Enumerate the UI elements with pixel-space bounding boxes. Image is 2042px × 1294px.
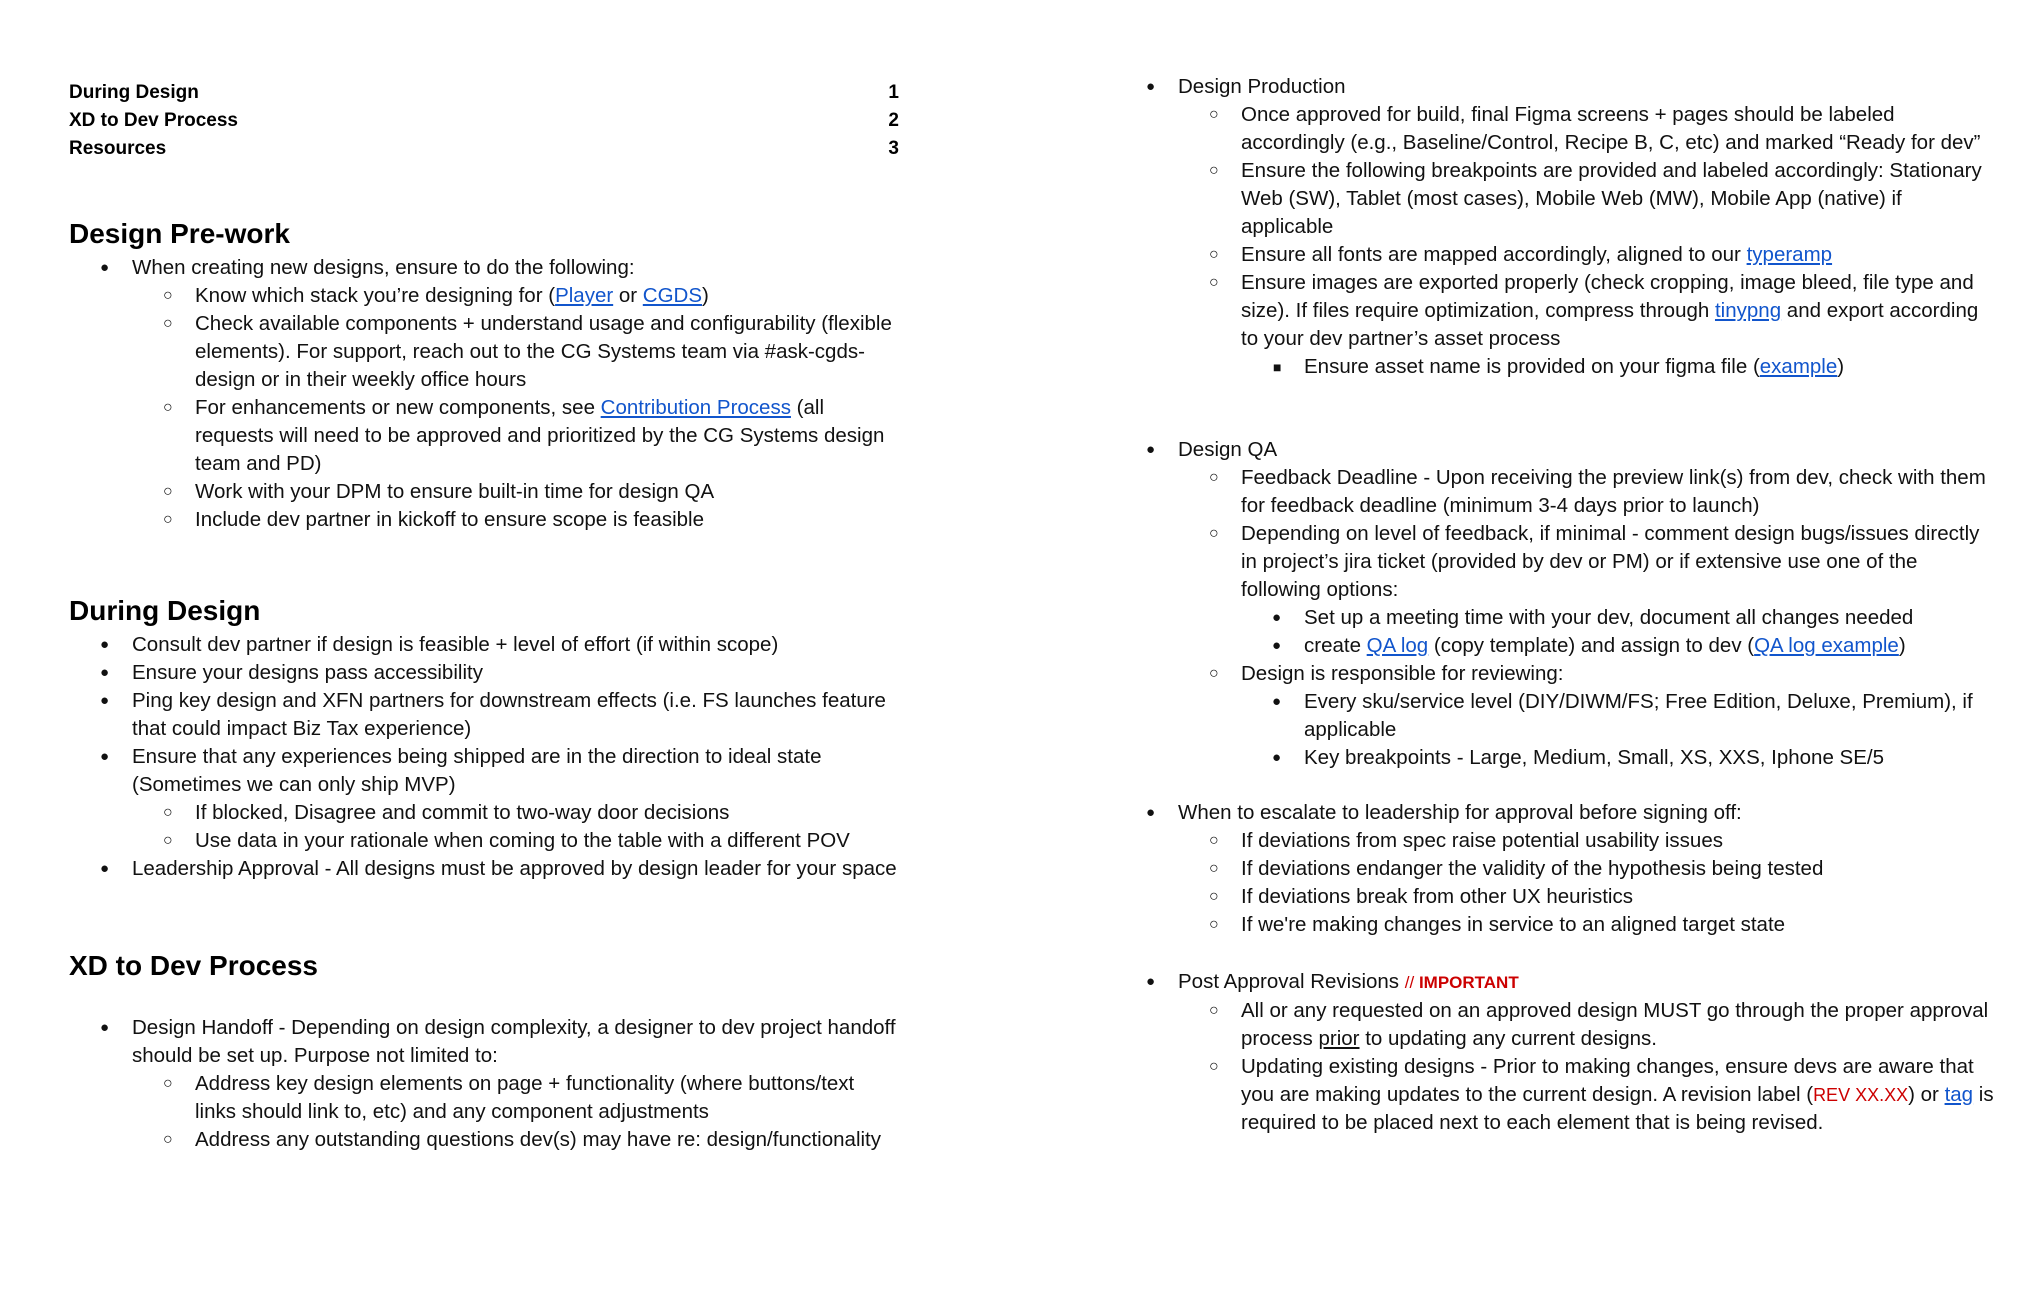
list-item: ● Ensure your designs pass accessibility [69,659,899,687]
list-item: ● Design QA ○ Feedback Deadline - Upon receiving the preview link(s) from dev, check with them for feedback deadline (minimum 3-4 days prior to launch) ○ Depending on level of feedback, if minimal - comment design bugs/issues directly in project’s jira ticket (provided by dev or PM) or if extensive use one of the following options: ● Set up a meeting time with your dev, document all changes needed ● create QA log (copy template) and assign to dev (QA log example) ○ Design is responsible for reviewing: ● Every sku/service level (DIY/DIWM/FS; Free Edition, Deluxe, Premium), if applicable ● Key breakpoints - Large, Medium, Small, XS, XXS, Iphone SE/5 [1115,436,1998,772]
list-item: ● When to escalate to leadership for approval before signing off: ○ If deviations from spec raise potential usability issues ○ If deviations endanger the validity of the hypothesis being tested ○ If deviations break from other UX heuristics ○ If we're making changes in service to an aligned target state [1115,799,1998,939]
list-item: ○ Ensure the following breakpoints are provided and labeled accordingly: Stationary Web (SW), Tablet (most cases), Mobile Web (MW), Mobile App (native) if applicable [1178,157,1998,241]
cgds-link[interactable]: CGDS [642,284,703,307]
toc-entry[interactable]: Resources 3 [69,138,899,159]
design-production-section [1178,73,1998,381]
design-qa-section [1178,436,1998,772]
revision-label: REV XX.XX [1813,1085,1909,1105]
post-approval-section [1178,968,1998,1137]
list-item: ■ Ensure asset name is provided on your figma file (example) [1241,353,1998,381]
list-item: ○ Use data in your rationale when coming to the table with a different POV [132,827,899,855]
list-item: ○ Once approved for build, final Figma screens + pages should be labeled accordingly (e.g., Baseline/Control, Recipe B, C, etc) and marked “Ready for dev” [1178,101,1998,157]
list-item: ● Set up a meeting time with your dev, document all changes needed [1241,604,1998,632]
example-link[interactable]: example [1759,355,1838,378]
qa-log-link[interactable]: QA log [1366,634,1429,657]
list-item: ○ If deviations endanger the validity of the hypothesis being tested [1178,855,1998,883]
qa-log-example-link[interactable]: QA log example [1754,634,1899,657]
table-of-contents [69,79,899,163]
heading-xd-to-dev: XD to Dev Process [69,950,318,981]
list-item: ○ Feedback Deadline - Upon receiving the preview link(s) from dev, check with them for feedback deadline (minimum 3-4 days prior to launch) [1178,464,1998,520]
toc-entry[interactable]: During Design 1 [69,82,899,103]
list-item: ○ Ensure images are exported properly (check cropping, image bleed, file type and size). If files require optimization, compress through tinypng and export according to your dev partner’s asset process ■ Ensure asset name is provided on your figma file (example) [1178,269,1998,381]
list-item: ○ Work with your DPM to ensure built-in time for design QA [132,478,899,506]
list-item: ○ If we're making changes in service to an aligned target state [1178,911,1998,939]
during-design-section [69,631,899,883]
list-item: ○ Design is responsible for reviewing: ● Every sku/service level (DIY/DIWM/FS; Free Edition, Deluxe, Premium), if applicable ● Key breakpoints - Large, Medium, Small, XS, XXS, Iphone SE/5 [1178,660,1998,772]
list-item: ● create QA log (copy template) and assign to dev (QA log example) [1241,632,1998,660]
escalate-section [1178,799,1998,939]
list-item: ● Design Handoff - Depending on design complexity, a designer to dev project handoff should be set up. Purpose not limited to: ○ Address key design elements on page + functionality (where buttons/text links should link to, etc) and any component adjustments ○ Address any outstanding questions dev(s) may have re: design/functionality [69,1014,899,1154]
list-item: ○ Ensure all fonts are mapped accordingly, aligned to our typeramp [1178,241,1998,269]
list-item: ● When creating new designs, ensure to do the following: ○ Know which stack you’re designing for (Player or CGDS) ○ Check available components + understand usage and configurability (flexible elements). For support, reach out to the CG Systems team via #ask-cgds-design or in their weekly office hours ○ For enhancements or new components, see Contribution Process (all requests will need to be approved and prioritized by the CG Systems design team and PD) ○ Work with your DPM to ensure built-in time for design QA ○ Include dev partner in kickoff to ensure scope is feasible [69,254,899,534]
tinypng-link[interactable]: tinypng [1714,299,1782,322]
list-item: ○ If deviations from spec raise potential usability issues [1178,827,1998,855]
list-item: ○ All or any requested on an approved design MUST go through the proper approval process prior to updating any current designs. [1178,997,1998,1053]
list-item: ● Consult dev partner if design is feasible + level of effort (if within scope) [69,631,899,659]
typeramp-link[interactable]: typeramp [1746,243,1833,266]
list-item: ○ Address any outstanding questions dev(s) may have re: design/functionality [132,1126,899,1154]
toc-entry[interactable]: XD to Dev Process 2 [69,110,899,131]
list-item: ● Leadership Approval - All designs must be approved by design leader for your space [69,855,899,883]
player-link[interactable]: Player [555,284,614,307]
important-label: IMPORTANT [1418,973,1519,992]
contribution-process-link[interactable]: Contribution Process [600,396,791,419]
list-item: ● Ensure that any experiences being shipped are in the direction to ideal state (Sometimes we can only ship MVP) ○ If blocked, Disagree and commit to two-way door decisions ○ Use data in your rationale when coming to the table with a different POV [69,743,899,855]
heading-during-design: During Design [69,595,261,626]
list-item: ● Ping key design and XFN partners for downstream effects (i.e. FS launches feature that could impact Biz Tax experience) [69,687,899,743]
list-item: ● Design Production ○ Once approved for build, final Figma screens + pages should be labeled accordingly (e.g., Baseline/Control, Recipe B, C, etc) and marked “Ready for dev” ○ Ensure the following breakpoints are provided and labeled accordingly: Stationary Web (SW), Tablet (most cases), Mobile Web (MW), Mobile App (native) if applicable ○ Ensure all fonts are mapped accordingly, aligned to our typeramp ○ Ensure images are exported properly (check cropping, image bleed, file type and size). If files require optimization, compress through tinypng and export according to your dev partner’s asset process ■ Ensure asset name is provided on your figma file (example) [1115,73,1998,381]
list-item: ○ Address key design elements on page + functionality (where buttons/text links should link to, etc) and any component adjustments [132,1070,899,1126]
list-item: ○ Know which stack you’re designing for (Player or CGDS) [132,282,899,310]
heading-design-prework: Design Pre-work [69,218,290,249]
tag-link[interactable]: tag [1944,1083,1974,1106]
prework-section [69,254,899,534]
list-item: ○ Include dev partner in kickoff to ensure scope is feasible [132,506,899,534]
list-item: ○ Depending on level of feedback, if minimal - comment design bugs/issues directly in project’s jira ticket (provided by dev or PM) or if extensive use one of the following options: ● Set up a meeting time with your dev, document all changes needed ● create QA log (copy template) and assign to dev (QA log example) [1178,520,1998,660]
list-item: ● Post Approval Revisions // IMPORTANT ○ All or any requested on an approved design MUST go through the proper approval process prior to updating any current designs. ○ Updating existing designs - Prior to making changes, ensure devs are aware that you are making updates to the current design. A revision label (REV XX.XX) or tag is required to be placed next to each element that is being revised. [1115,968,1998,1137]
list-item: ○ Check available components + understand usage and configurability (flexible elements). For support, reach out to the CG Systems team via #ask-cgds-design or in their weekly office hours [132,310,899,394]
list-item: ● Key breakpoints - Large, Medium, Small, XS, XXS, Iphone SE/5 [1241,744,1998,772]
list-item: ● Every sku/service level (DIY/DIWM/FS; Free Edition, Deluxe, Premium), if applicable [1241,688,1998,744]
xd-section [69,1014,899,1154]
list-item: ○ If blocked, Disagree and commit to two-way door decisions [132,799,899,827]
list-item: ○ Updating existing designs - Prior to making changes, ensure devs are aware that you are making updates to the current design. A revision label (REV XX.XX) or tag is required to be placed next to each element that is being revised. [1178,1053,1998,1137]
list-item: ○ For enhancements or new components, see Contribution Process (all requests will need to be approved and prioritized by the CG Systems design team and PD) [132,394,899,478]
list-item: ○ If deviations break from other UX heuristics [1178,883,1998,911]
